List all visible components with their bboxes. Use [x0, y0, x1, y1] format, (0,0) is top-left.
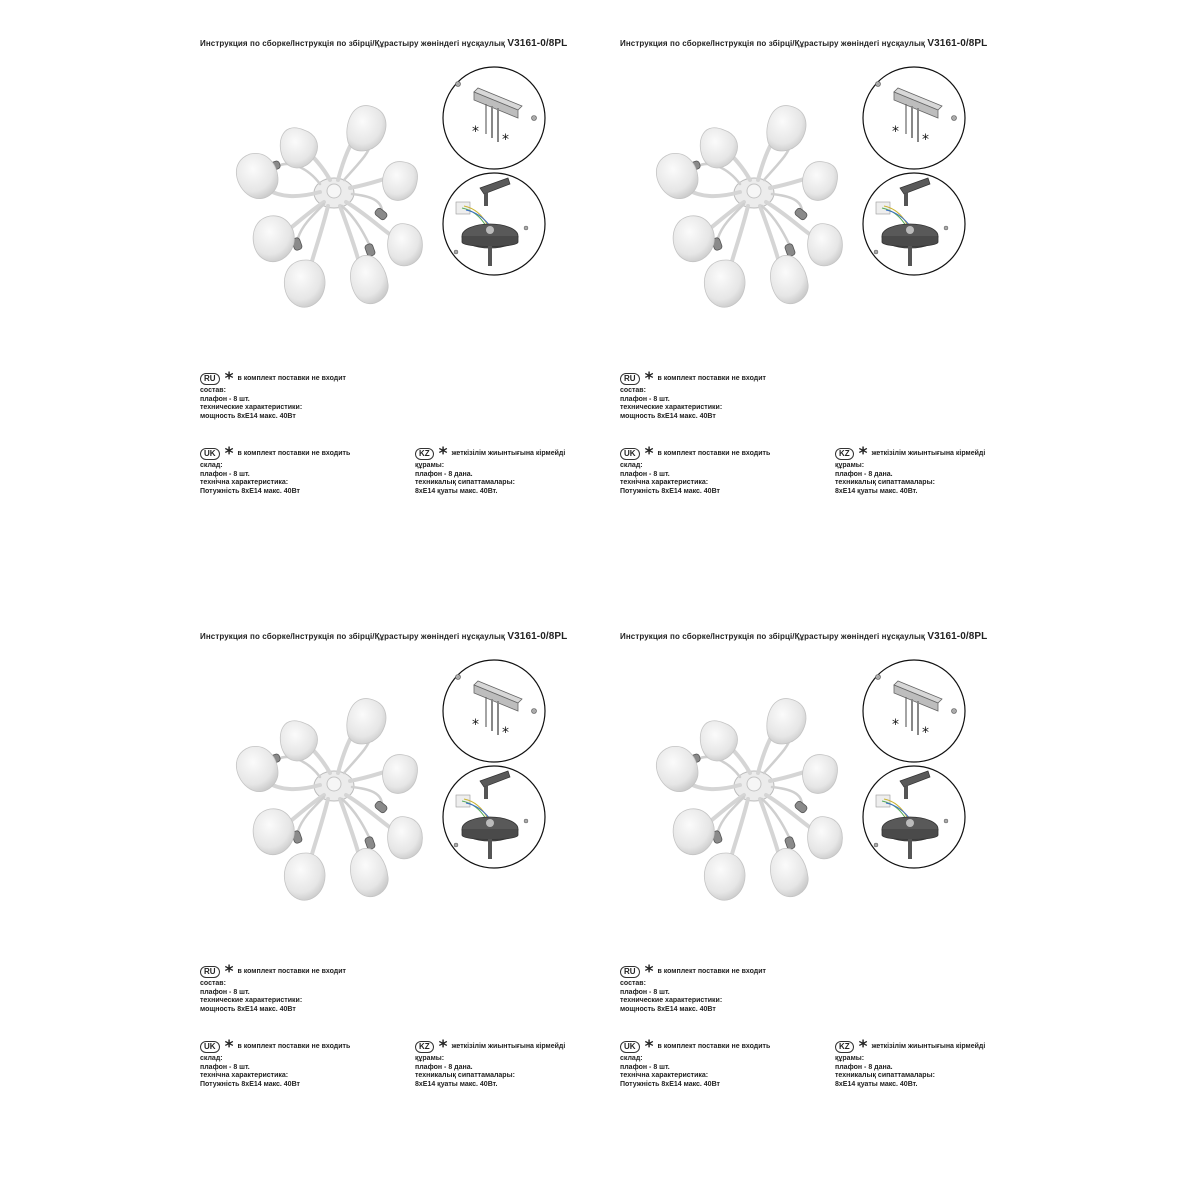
- ru-line: плафон - 8 шт.: [200, 395, 250, 403]
- sheet-title: [620, 38, 987, 49]
- ru-badge: RU: [200, 966, 220, 978]
- kz-specs: [835, 1037, 986, 1089]
- ru-line: мощность 8хЕ14 макс. 40Вт: [620, 1005, 716, 1013]
- ru-badge: RU: [620, 966, 640, 978]
- kz-line: 8хЕ14 қуаты макс. 40Вт.: [415, 487, 498, 495]
- star-icon: *: [224, 1037, 234, 1057]
- star-icon: *: [224, 962, 234, 982]
- uk-specs: [620, 1037, 771, 1089]
- star-icon: *: [644, 1037, 654, 1057]
- ru-line: плафон - 8 шт.: [620, 988, 670, 996]
- ru-line: технические характеристики:: [200, 997, 303, 1005]
- excluded-star-mark: *: [502, 132, 509, 148]
- sheet-title: [620, 631, 987, 642]
- chandelier-illustration: [640, 681, 860, 921]
- excluded-star-mark: *: [502, 725, 509, 741]
- uk-badge: UK: [200, 1041, 220, 1053]
- uk-line: плафон - 8 шт.: [200, 470, 250, 478]
- kz-badge: KZ: [415, 1041, 434, 1053]
- ru-line: состав:: [200, 387, 226, 394]
- mounting-bracket-detail: [440, 659, 548, 763]
- mounting-bracket-detail: [440, 66, 548, 170]
- kz-note: жеткізілім жиынтығына кірмейді: [871, 449, 986, 457]
- kz-line: техникалық сипаттамалары:: [835, 479, 935, 487]
- mounting-bracket-detail: [860, 66, 968, 170]
- chandelier-illustration: [640, 88, 860, 328]
- kz-line: плафон - 8 дана.: [415, 470, 473, 478]
- title-text: Инструкция по сборке/Інструкція по збірці/Құрастыру жөніндегі нұсқаулық: [620, 39, 926, 48]
- ru-line: состав:: [620, 387, 646, 394]
- ru-line: состав:: [200, 980, 226, 987]
- instruction-sheet: [620, 38, 1040, 598]
- uk-line: технічна характеристика:: [200, 1072, 289, 1080]
- instruction-sheet: [200, 38, 620, 598]
- canopy-wiring-detail: [440, 765, 548, 869]
- model-number: V3161-0/8PL: [507, 631, 568, 642]
- kz-specs: [835, 444, 986, 496]
- kz-note: жеткізілім жиынтығына кірмейді: [871, 1042, 986, 1050]
- kz-line: плафон - 8 дана.: [835, 470, 893, 478]
- canopy-wiring-detail: [440, 172, 548, 276]
- ru-line: технические характеристики:: [620, 404, 723, 412]
- uk-line: технічна характеристика:: [620, 479, 709, 487]
- ru-line: плафон - 8 шт.: [200, 988, 250, 996]
- title-text: Инструкция по сборке/Інструкція по збірці/Құрастыру жөніндегі нұсқаулық: [200, 39, 506, 48]
- ru-line: мощность 8хЕ14 макс. 40Вт: [200, 412, 296, 420]
- star-icon: *: [644, 369, 654, 389]
- uk-badge: UK: [620, 1041, 640, 1053]
- uk-line: технічна характеристика:: [200, 479, 289, 487]
- uk-line: плафон - 8 шт.: [620, 1063, 670, 1071]
- kz-specs: [415, 1037, 566, 1089]
- uk-line: плафон - 8 шт.: [200, 1063, 250, 1071]
- kz-line: техникалық сипаттамалары:: [835, 1072, 935, 1080]
- ru-note: в комплект поставки не входит: [657, 374, 766, 382]
- chandelier-illustration: [220, 681, 440, 921]
- ru-badge: RU: [200, 373, 220, 385]
- ru-specs: [620, 369, 766, 421]
- star-icon: *: [858, 444, 868, 464]
- instruction-sheet: [200, 631, 620, 1191]
- kz-line: құрамы:: [835, 1055, 865, 1062]
- model-number: V3161-0/8PL: [927, 631, 988, 642]
- kz-specs: [415, 444, 566, 496]
- star-icon: *: [438, 444, 448, 464]
- uk-line: Потужність 8хЕ14 макс. 40Вт: [620, 487, 720, 495]
- star-icon: *: [644, 444, 654, 464]
- uk-note: в комплект поставки не входить: [657, 1042, 771, 1050]
- title-text: Инструкция по сборке/Інструкція по збірці/Құрастыру жөніндегі нұсқаулық: [620, 632, 926, 641]
- sheet-title: [200, 38, 567, 49]
- uk-line: Потужність 8хЕ14 макс. 40Вт: [620, 1080, 720, 1088]
- model-number: V3161-0/8PL: [507, 38, 568, 49]
- kz-badge: KZ: [835, 448, 854, 460]
- chandelier-illustration: [220, 88, 440, 328]
- excluded-star-mark: *: [892, 717, 899, 733]
- uk-line: склад:: [620, 1055, 643, 1062]
- excluded-star-mark: *: [472, 124, 479, 140]
- ru-line: мощность 8хЕ14 макс. 40Вт: [200, 1005, 296, 1013]
- ru-line: технические характеристики:: [200, 404, 303, 412]
- star-icon: *: [438, 1037, 448, 1057]
- kz-badge: KZ: [835, 1041, 854, 1053]
- kz-line: 8хЕ14 қуаты макс. 40Вт.: [835, 1080, 918, 1088]
- uk-line: технічна характеристика:: [620, 1072, 709, 1080]
- excluded-star-mark: *: [472, 717, 479, 733]
- uk-line: склад:: [620, 462, 643, 469]
- kz-badge: KZ: [415, 448, 434, 460]
- kz-line: техникалық сипаттамалары:: [415, 1072, 515, 1080]
- uk-line: плафон - 8 шт.: [620, 470, 670, 478]
- mounting-bracket-detail: [860, 659, 968, 763]
- kz-line: 8хЕ14 қуаты макс. 40Вт.: [835, 487, 918, 495]
- uk-line: Потужність 8хЕ14 макс. 40Вт: [200, 487, 300, 495]
- uk-note: в комплект поставки не входить: [237, 1042, 351, 1050]
- uk-line: склад:: [200, 462, 223, 469]
- ru-specs: [200, 369, 346, 421]
- sheet-title: [200, 631, 567, 642]
- canopy-wiring-detail: [860, 765, 968, 869]
- ru-badge: RU: [620, 373, 640, 385]
- kz-line: 8хЕ14 қуаты макс. 40Вт.: [415, 1080, 498, 1088]
- kz-note: жеткізілім жиынтығына кірмейді: [451, 1042, 566, 1050]
- star-icon: *: [224, 444, 234, 464]
- excluded-star-mark: *: [892, 124, 899, 140]
- star-icon: *: [224, 369, 234, 389]
- kz-line: құрамы:: [835, 462, 865, 469]
- star-icon: *: [858, 1037, 868, 1057]
- ru-note: в комплект поставки не входит: [657, 967, 766, 975]
- uk-badge: UK: [200, 448, 220, 460]
- ru-line: состав:: [620, 980, 646, 987]
- ru-line: технические характеристики:: [620, 997, 723, 1005]
- ru-specs: [620, 962, 766, 1014]
- uk-line: Потужність 8хЕ14 макс. 40Вт: [200, 1080, 300, 1088]
- ru-note: в комплект поставки не входит: [237, 967, 346, 975]
- kz-line: құрамы:: [415, 462, 445, 469]
- uk-specs: [200, 1037, 351, 1089]
- uk-line: склад:: [200, 1055, 223, 1062]
- ru-line: плафон - 8 шт.: [620, 395, 670, 403]
- ru-line: мощность 8хЕ14 макс. 40Вт: [620, 412, 716, 420]
- kz-note: жеткізілім жиынтығына кірмейді: [451, 449, 566, 457]
- uk-note: в комплект поставки не входить: [237, 449, 351, 457]
- kz-line: плафон - 8 дана.: [415, 1063, 473, 1071]
- star-icon: *: [644, 962, 654, 982]
- kz-line: техникалық сипаттамалары:: [415, 479, 515, 487]
- kz-line: плафон - 8 дана.: [835, 1063, 893, 1071]
- title-text: Инструкция по сборке/Інструкція по збірці/Құрастыру жөніндегі нұсқаулық: [200, 632, 506, 641]
- kz-line: құрамы:: [415, 1055, 445, 1062]
- ru-specs: [200, 962, 346, 1014]
- canopy-wiring-detail: [860, 172, 968, 276]
- instruction-sheet: [620, 631, 1040, 1191]
- uk-specs: [620, 444, 771, 496]
- uk-badge: UK: [620, 448, 640, 460]
- excluded-star-mark: *: [922, 132, 929, 148]
- excluded-star-mark: *: [922, 725, 929, 741]
- uk-specs: [200, 444, 351, 496]
- model-number: V3161-0/8PL: [927, 38, 988, 49]
- uk-note: в комплект поставки не входить: [657, 449, 771, 457]
- ru-note: в комплект поставки не входит: [237, 374, 346, 382]
